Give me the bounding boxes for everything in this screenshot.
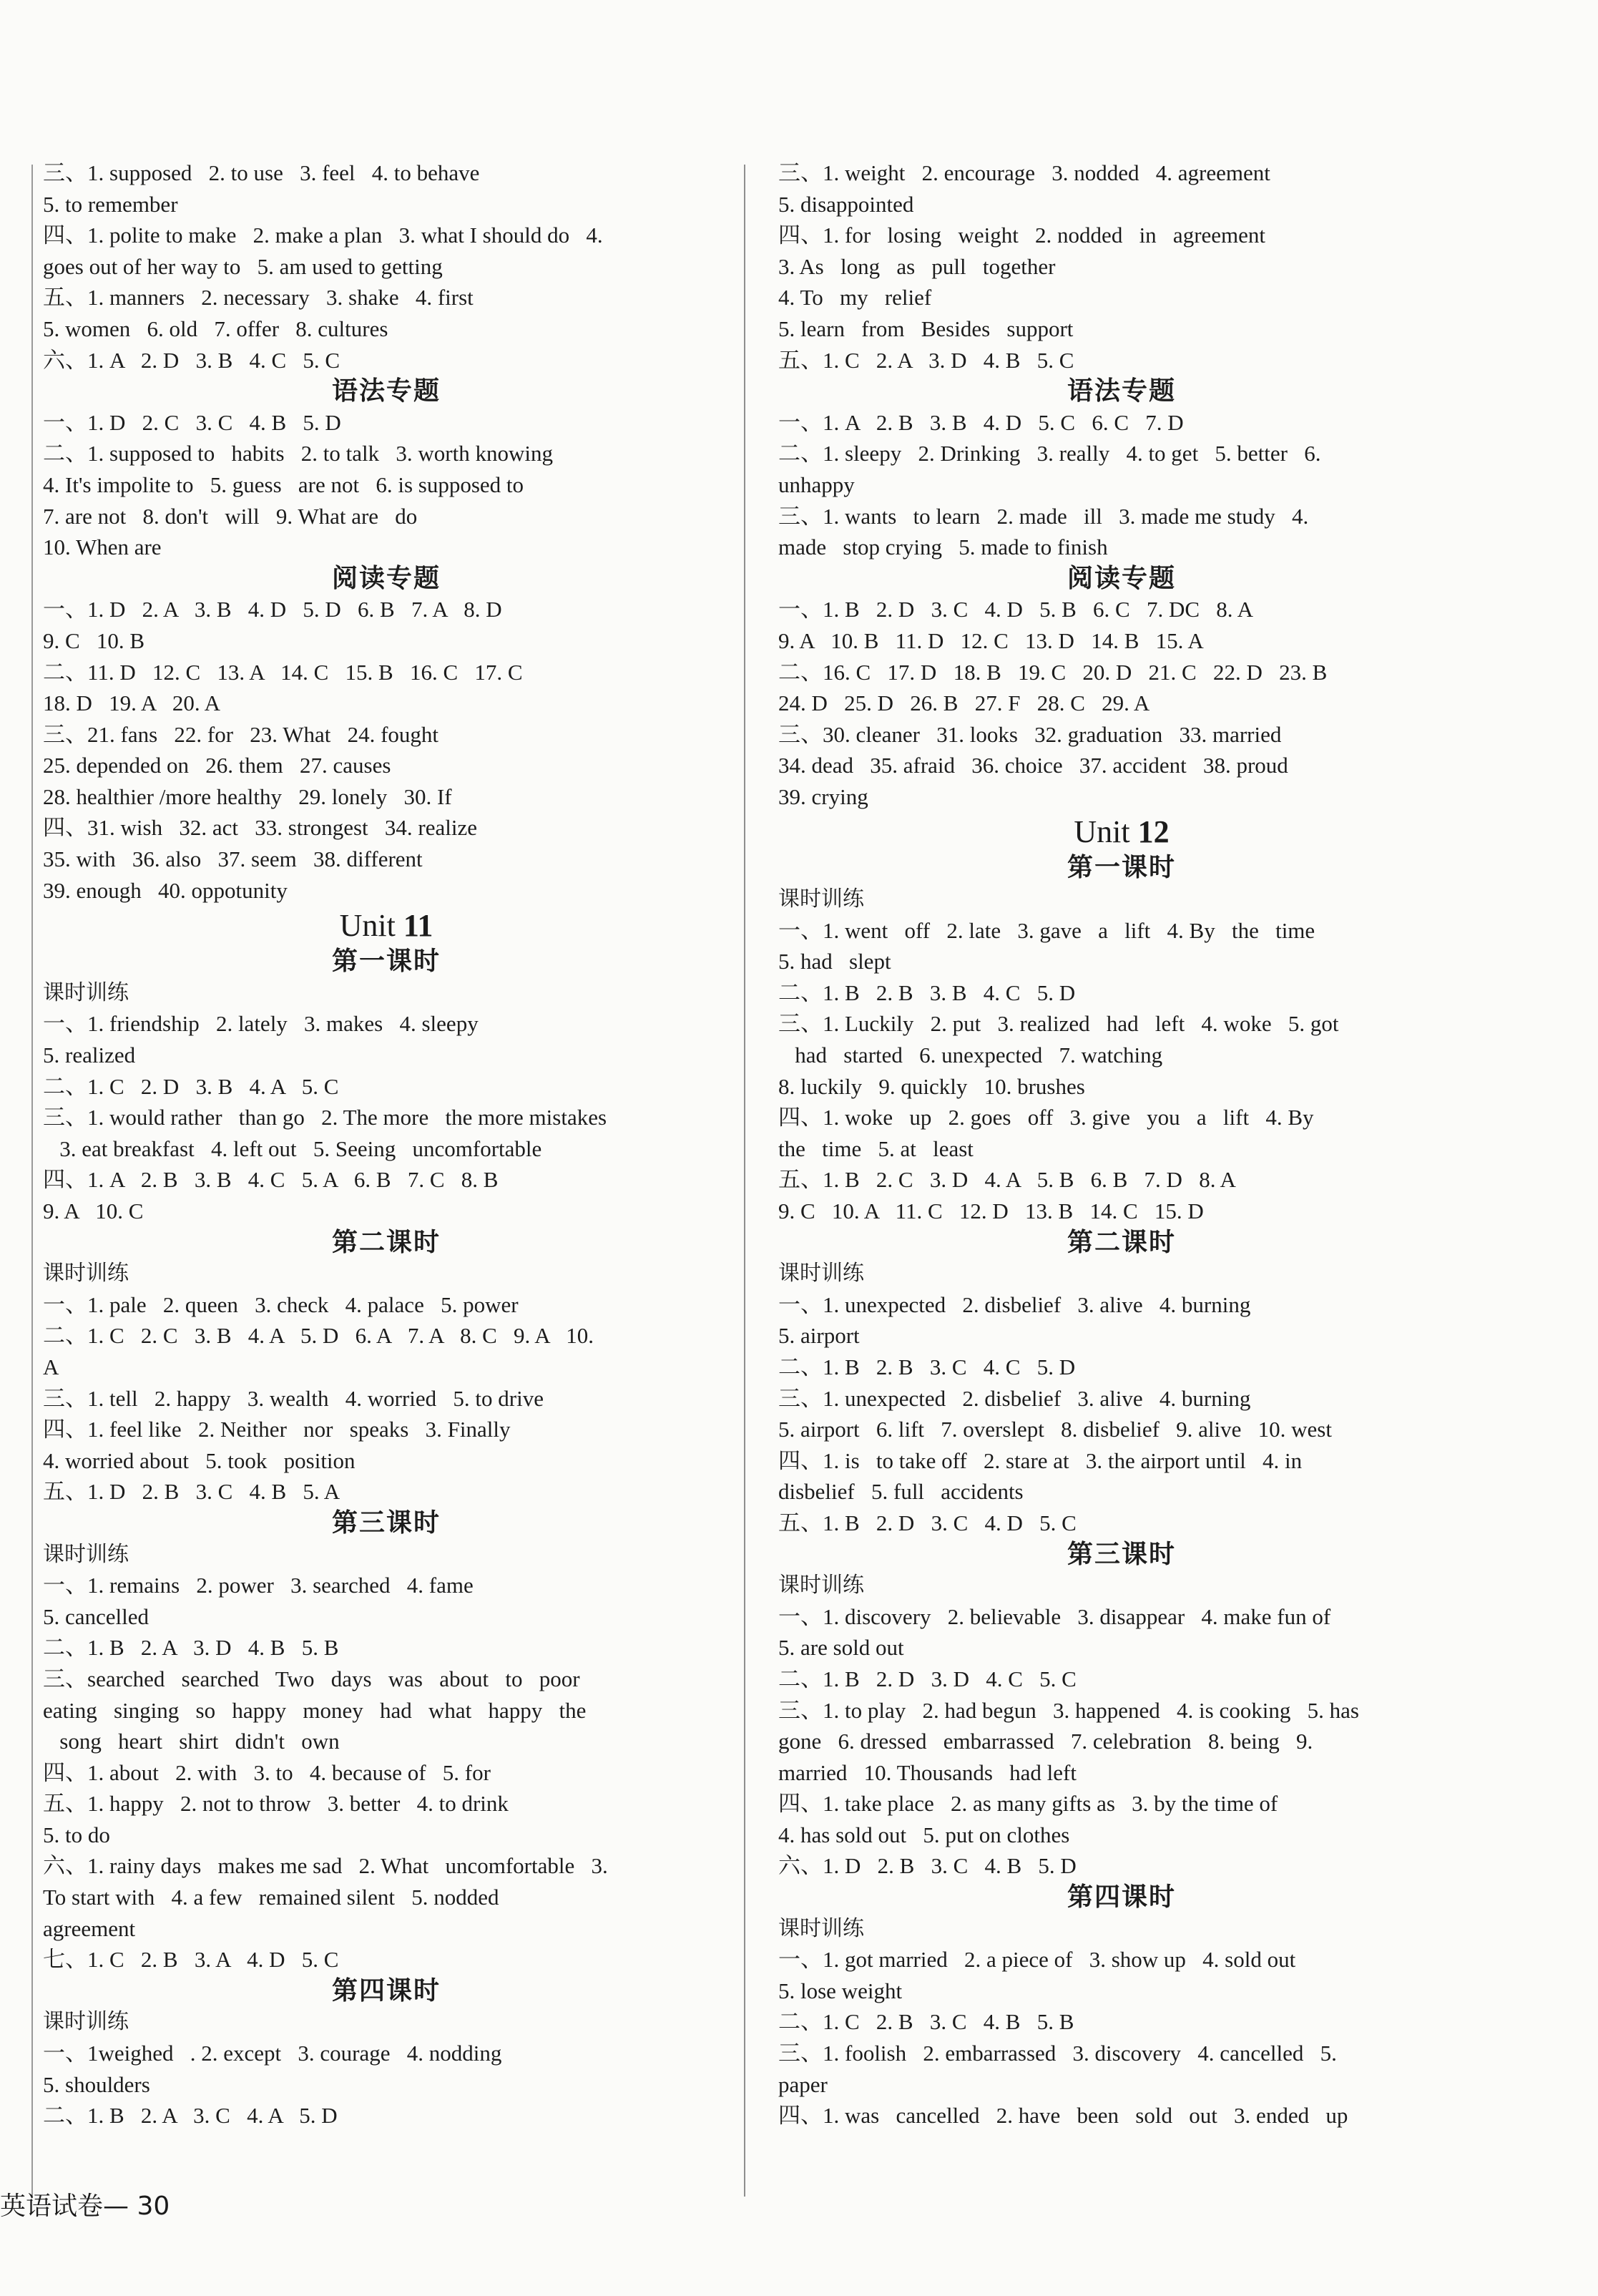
answer-line: 四、1. woke up 2. goes off 3. give you a lift 4. By [778, 1105, 1314, 1130]
answer-line: 8. luckily 9. quickly 10. brushes [778, 1073, 1085, 1099]
section-heading: 第二课时 [1067, 1227, 1176, 1257]
answer-line: 二、1. B 2. A 3. D 4. B 5. B [43, 1635, 339, 1661]
answer-line: eating singing so happy money had what happy the [43, 1697, 587, 1723]
answer-line: 5. are sold out [778, 1635, 904, 1661]
answer-line: paper [778, 2071, 828, 2097]
answer-line: 5. cancelled [43, 1603, 149, 1629]
section-heading: 第三课时 [331, 1508, 441, 1538]
left-column [43, 157, 730, 2131]
practice-label: 课时训练 [778, 1261, 864, 1286]
answer-line: 一、1. friendship 2. lately 3. makes 4. sleepy [43, 1011, 479, 1037]
answer-line: 五、1. happy 2. not to throw 3. better 4. to drink [43, 1791, 509, 1817]
answer-line: 三、30. cleaner 31. looks 32. graduation 33. married [778, 721, 1282, 747]
answer-line: 25. depended on 26. them 27. causes [43, 753, 391, 778]
unit-number: 12 [1137, 814, 1170, 850]
answer-line: 三、1. weight 2. encourage 3. nodded 4. agreement [778, 160, 1270, 185]
answer-line: 一、1. remains 2. power 3. searched 4. fame [43, 1573, 474, 1598]
answer-line: 9. A 10. C [43, 1198, 144, 1223]
answer-line: 一、1. pale 2. queen 3. check 4. palace 5. power [43, 1291, 519, 1317]
answer-line: 10. When are [43, 534, 162, 560]
section-heading: 第三课时 [1067, 1539, 1176, 1569]
practice-label: 课时训练 [43, 980, 129, 1005]
practice-label: 课时训练 [778, 1573, 864, 1598]
answer-line: 四、1. about 2. with 3. to 4. because of 5. for [43, 1759, 491, 1785]
answer-line: 一、1. unexpected 2. disbelief 3. alive 4. burning [778, 1291, 1251, 1317]
answer-line: 七、1. C 2. B 3. A 4. D 5. C [43, 1947, 339, 1973]
answer-line: 一、1. D 2. C 3. C 4. B 5. D [43, 409, 341, 435]
answer-line: To start with 4. a few remained silent 5. nodded [43, 1885, 499, 1910]
answer-line: married 10. Thousands had left [778, 1759, 1077, 1785]
answer-line: 二、1. C 2. D 3. B 4. A 5. C [43, 1073, 339, 1099]
section-heading: 第二课时 [331, 1227, 441, 1257]
answer-line: 三、searched searched Two days was about to poor [43, 1666, 580, 1691]
answer-line: song heart shirt didn't own [43, 1729, 340, 1754]
section-heading: 阅读专题 [1067, 563, 1176, 593]
answer-line: 4. has sold out 5. put on clothes [778, 1822, 1070, 1847]
answer-line: 24. D 25. D 26. B 27. F 28. C 29. A [778, 690, 1150, 716]
answer-line: 4. To my relief [778, 285, 932, 311]
answer-line: 一、1weighed . 2. except 3. courage 4. nodding [43, 2041, 502, 2066]
answer-line: 二、1. B 2. B 3. C 4. C 5. D [778, 1354, 1076, 1379]
answer-line: 五、1. D 2. B 3. C 4. B 5. A [43, 1479, 340, 1505]
answer-line: 四、1. for losing weight 2. nodded in agreement [778, 223, 1266, 248]
answer-line: 三、1. to play 2. had begun 3. happened 4. is cooking 5. has [778, 1697, 1359, 1723]
answer-line: 3. eat breakfast 4. left out 5. Seeing uncomfortable [43, 1135, 542, 1161]
answer-line: 5. lose weight [778, 1978, 903, 2003]
answer-line: 三、1. supposed 2. to use 3. feel 4. to behave [43, 160, 480, 185]
answer-line: 二、1. B 2. B 3. B 4. C 5. D [778, 980, 1076, 1005]
answer-line: 二、1. B 2. D 3. D 4. C 5. C [778, 1666, 1077, 1691]
answer-line: 六、1. A 2. D 3. B 4. C 5. C [43, 347, 340, 373]
answer-line: 5. to do [43, 1822, 110, 1847]
answer-line: 9. C 10. A 11. C 12. D 13. B 14. C 15. D [778, 1198, 1204, 1223]
answer-line: 一、1. A 2. B 3. B 4. D 5. C 6. C 7. D [778, 409, 1184, 435]
answer-line: 35. with 36. also 37. seem 38. different [43, 846, 423, 872]
answer-line: 三、1. would rather than go 2. The more the more mistakes [43, 1105, 607, 1130]
answer-line: gone 6. dressed embarrassed 7. celebration 8. being 9. [778, 1729, 1313, 1754]
answer-line: 四、1. is to take off 2. stare at 3. the airport until 4. in [778, 1447, 1303, 1473]
answer-line: 5. women 6. old 7. offer 8. cultures [43, 316, 388, 341]
answer-line: made stop crying 5. made to finish [778, 534, 1108, 560]
answer-line: 7. are not 8. don't will 9. What are do [43, 503, 418, 529]
section-heading: 第一课时 [1067, 853, 1176, 883]
answer-line: 二、11. D 12. C 13. A 14. C 15. B 16. C 17. C [43, 659, 523, 685]
answer-line: 四、1. feel like 2. Neither nor speaks 3. Finally [43, 1417, 511, 1442]
answer-line: 二、16. C 17. D 18. B 19. C 20. D 21. C 22. D 23. B [778, 659, 1328, 685]
practice-label: 课时训练 [43, 2009, 129, 2035]
answer-line: agreement [43, 1915, 136, 1941]
answer-line: 五、1. C 2. A 3. D 4. B 5. C [778, 347, 1074, 373]
section-heading: 第四课时 [331, 1975, 441, 2006]
unit-label: Unit [1074, 814, 1130, 850]
unit-number: 11 [403, 908, 433, 944]
practice-label: 课时训练 [43, 1541, 129, 1567]
answer-line: 一、1. B 2. D 3. C 4. D 5. B 6. C 7. DC 8. A [778, 597, 1253, 622]
answer-line: 五、1. manners 2. necessary 3. shake 4. first [43, 285, 474, 311]
page-footer: 英语试卷— 30 [0, 2192, 170, 2221]
section-heading: 第一课时 [331, 947, 441, 977]
answer-line: 9. A 10. B 11. D 12. C 13. D 14. B 15. A [778, 627, 1204, 653]
practice-label: 课时训练 [778, 1915, 864, 1941]
answer-line: 一、1. D 2. A 3. B 4. D 5. D 6. B 7. A 8. D [43, 597, 502, 622]
answer-line: 三、1. Luckily 2. put 3. realized had left 4. woke 5. got [778, 1011, 1339, 1037]
unit-title [43, 906, 730, 946]
answer-line: 34. dead 35. afraid 36. choice 37. accident 38. proud [778, 753, 1288, 778]
section-heading: 语法专题 [331, 376, 441, 406]
section-heading: 第四课时 [1067, 1882, 1176, 1912]
answer-line: 二、1. C 2. B 3. C 4. B 5. B [778, 2009, 1074, 2035]
answer-line: the time 5. at least [778, 1135, 974, 1161]
answer-line: 5. had slept [778, 949, 891, 974]
answer-line: 二、1. C 2. C 3. B 4. A 5. D 6. A 7. A 8. C 9. A 10. [43, 1323, 594, 1349]
answer-line: 二、1. B 2. A 3. C 4. A 5. D [43, 2103, 338, 2129]
unit-label: Unit [339, 908, 396, 944]
answer-line: 4. worried about 5. took position [43, 1447, 356, 1473]
answer-line: 5. disappointed [778, 191, 914, 217]
answer-line: 3. As long as pull together [778, 253, 1056, 279]
answer-line: 一、1. got married 2. a piece of 3. show up 4. sold out [778, 1947, 1296, 1973]
answer-line: 5. shoulders [43, 2071, 150, 2097]
answer-line: 5. airport [778, 1323, 860, 1349]
answer-line: 三、1. wants to learn 2. made ill 3. made me study 4. [778, 503, 1309, 529]
left-margin-rule [31, 165, 33, 2197]
answer-line: 39. enough 40. oppotunity [43, 877, 288, 903]
answer-line: had started 6. unexpected 7. watching [778, 1042, 1163, 1068]
answer-line: A [43, 1354, 59, 1379]
answer-line: 三、1. unexpected 2. disbelief 3. alive 4. burning [778, 1385, 1251, 1411]
answer-line: 四、1. polite to make 2. make a plan 3. what I should do 4. [43, 223, 603, 248]
answer-line: 28. healthier /more healthy 29. lonely 30. If [43, 783, 452, 809]
answer-line: disbelief 5. full accidents [778, 1479, 1024, 1505]
answer-line: 四、1. A 2. B 3. B 4. C 5. A 6. B 7. C 8. B [43, 1167, 499, 1193]
section-heading: 语法专题 [1067, 376, 1176, 406]
column-divider [744, 165, 745, 2197]
answer-line: 39. crying [778, 783, 868, 809]
answer-line: 18. D 19. A 20. A [43, 690, 221, 716]
answer-line: 二、1. supposed to habits 2. to talk 3. worth knowing [43, 441, 553, 466]
unit-title [778, 812, 1465, 852]
answer-line: 5. learn from Besides support [778, 316, 1074, 341]
answer-line: 一、1. discovery 2. believable 3. disappear 4. make fun of [778, 1603, 1331, 1629]
answer-line: 4. It's impolite to 5. guess are not 6. is supposed to [43, 472, 524, 497]
answer-line: 五、1. B 2. C 3. D 4. A 5. B 6. B 7. D 8. A [778, 1167, 1236, 1193]
answer-line: 三、1. tell 2. happy 3. wealth 4. worried 5. to drive [43, 1385, 544, 1411]
right-column [778, 157, 1465, 2131]
answer-line: unhappy [778, 472, 855, 497]
answer-line: 四、31. wish 32. act 33. strongest 34. realize [43, 815, 477, 841]
answer-line: 四、1. take place 2. as many gifts as 3. by the time of [778, 1791, 1278, 1817]
answer-line: 四、1. was cancelled 2. have been sold out 3. ended up [778, 2103, 1348, 2129]
section-heading: 阅读专题 [331, 563, 441, 593]
answer-line: 三、1. foolish 2. embarrassed 3. discovery 4. cancelled 5. [778, 2041, 1337, 2066]
answer-line: 5. realized [43, 1042, 136, 1068]
answer-line: 二、1. sleepy 2. Drinking 3. really 4. to get 5. better 6. [778, 441, 1321, 466]
answer-line: 五、1. B 2. D 3. C 4. D 5. C [778, 1510, 1077, 1535]
answer-line: 5. to remember [43, 191, 178, 217]
answer-line: 六、1. rainy days makes me sad 2. What uncomfortable 3. [43, 1853, 608, 1879]
answer-line: 三、21. fans 22. for 23. What 24. fought [43, 721, 439, 747]
answer-line: goes out of her way to 5. am used to getting [43, 253, 443, 279]
practice-label: 课时训练 [778, 886, 864, 912]
practice-label: 课时训练 [43, 1261, 129, 1286]
answer-line: 5. airport 6. lift 7. overslept 8. disbelief 9. alive 10. west [778, 1417, 1332, 1442]
answer-line: 一、1. went off 2. late 3. gave a lift 4. By the time [778, 917, 1315, 943]
answer-line: 六、1. D 2. B 3. C 4. B 5. D [778, 1853, 1077, 1879]
answer-line: 9. C 10. B [43, 627, 145, 653]
